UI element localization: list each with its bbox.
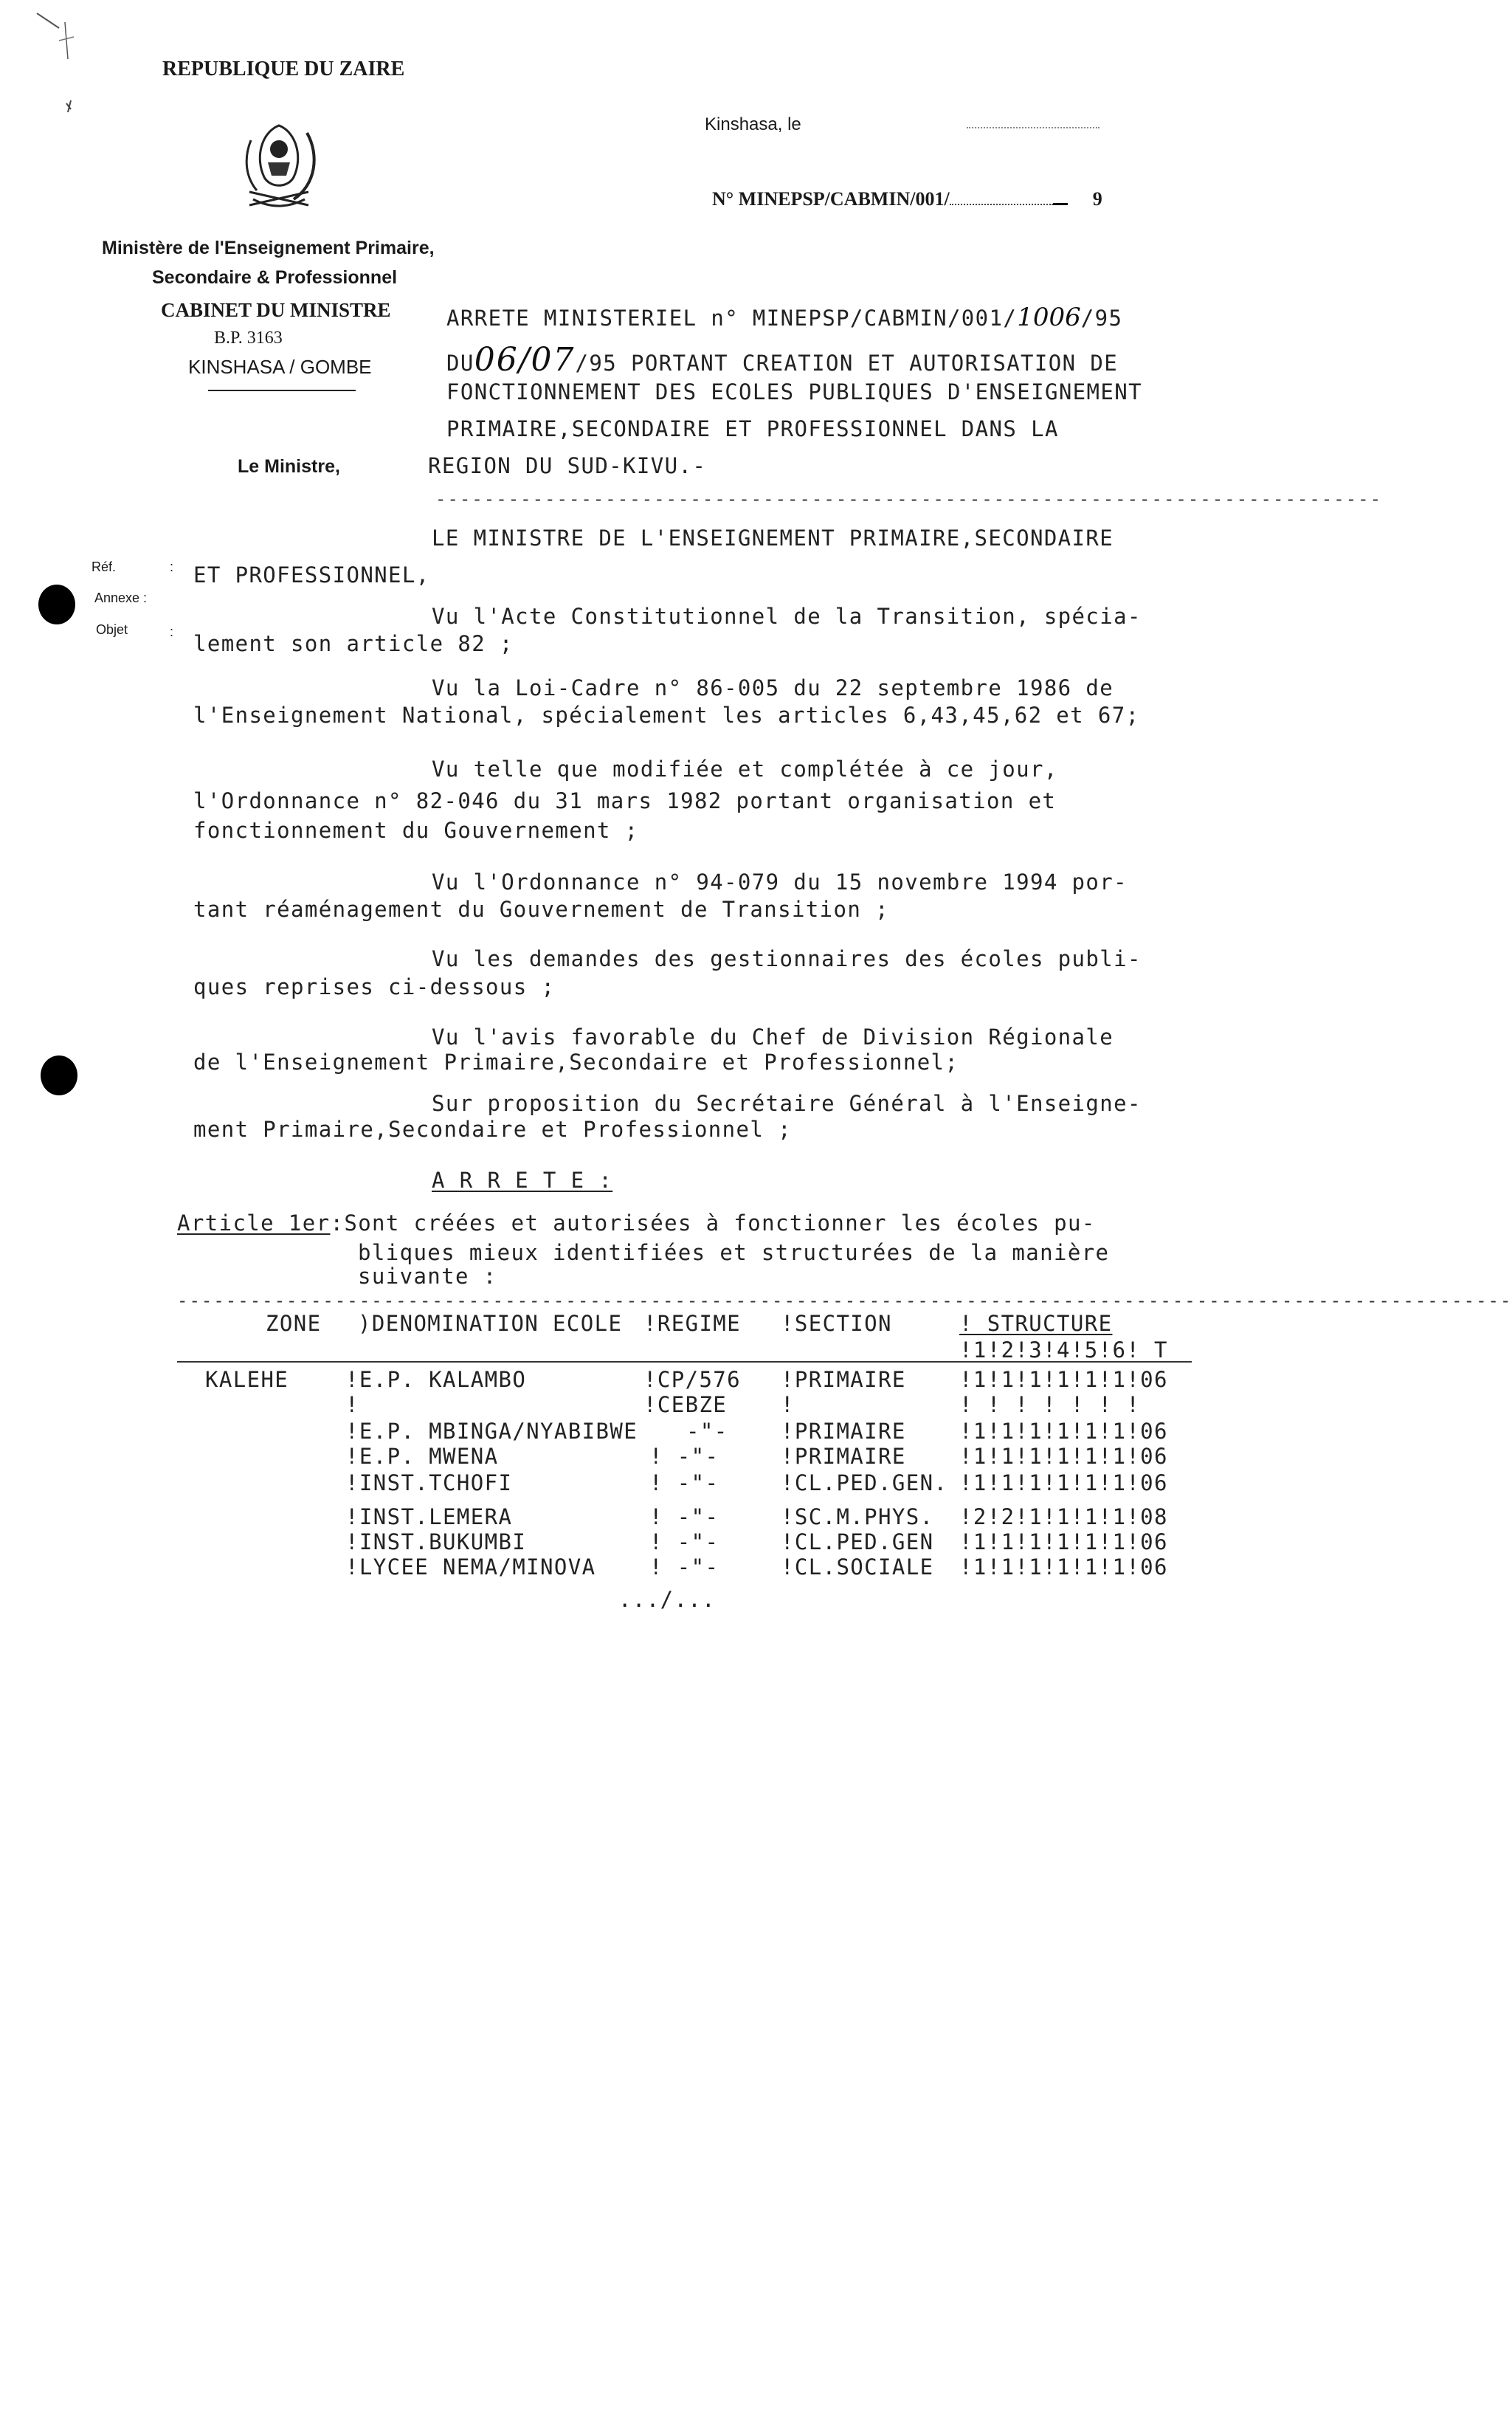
table-cell-section: !PRIMAIRE	[781, 1444, 906, 1469]
table-header	[0, 1311, 1214, 1363]
table-cell-regime: ! -"-	[649, 1444, 719, 1469]
ministry-city: KINSHASA / GOMBE	[188, 356, 372, 378]
reference-prefix: N° MINEPSP/CABMIN/001/	[712, 188, 950, 210]
table-top-rule: --------------------------------------------------------------------------------------------------------------	[177, 1290, 1512, 1311]
table-cell-regime: !CP/576	[643, 1367, 742, 1392]
table-cell-section: !SC.M.PHYS.	[781, 1504, 934, 1529]
intro-line1: LE MINISTRE DE L'ENSEIGNEMENT PRIMAIRE,SECONDAIRE	[432, 526, 1114, 551]
header-denomination: )DENOMINATION ECOLE	[358, 1311, 623, 1336]
table-cell-regime: ! -"-	[649, 1470, 719, 1495]
proposition-line2: ment Primaire,Secondaire et Professionnel ;	[193, 1117, 792, 1142]
postal-box: B.P. 3163	[214, 328, 283, 348]
table-cell-zone: KALEHE	[205, 1367, 289, 1392]
decree-title-line3: FONCTIONNEMENT DES ECOLES PUBLIQUES D'ENSEIGNEMENT	[446, 379, 1142, 404]
table-cell-regime: ! -"-	[649, 1504, 719, 1529]
city-date-label: Kinshasa, le	[705, 114, 801, 134]
table-cell-regime: ! -"-	[649, 1529, 719, 1554]
table-cell-structure: !1!1!1!1!1!1!06	[959, 1367, 1168, 1392]
vu-1-line1: Vu l'Acte Constitutionnel de la Transition, spécia-	[432, 604, 1142, 629]
header-regime: !REGIME	[643, 1311, 742, 1336]
punch-hole-top	[38, 585, 75, 624]
minister-label: Le Ministre,	[238, 456, 340, 477]
table-cell-school: !INST.LEMERA	[345, 1504, 513, 1529]
annexe-label: Annexe :	[94, 590, 148, 605]
ref-label: Réf.	[92, 559, 117, 574]
decree-title-line1: ARRETE MINISTERIEL n° MINEPSP/CABMIN/001/1006/95	[446, 303, 1123, 332]
article-1-line3: suivante :	[358, 1264, 497, 1289]
vu-3-line3: fonctionnement du Gouvernement ;	[193, 818, 639, 843]
decree-title-line2: DU06/07/95 PORTANT CREATION ET AUTORISATION DE	[446, 341, 1119, 379]
vu-4-line1: Vu l'Ordonnance n° 94-079 du 15 novembre 1994 por-	[432, 869, 1128, 895]
table-cell-section: !	[781, 1392, 795, 1417]
vu-6-line2: de l'Enseignement Primaire,Secondaire et Professionnel;	[193, 1050, 959, 1075]
ref-colon: :	[170, 559, 174, 574]
table-cell-structure: !1!1!1!1!1!1!06	[959, 1444, 1168, 1469]
header-zone: ZONE	[266, 1311, 322, 1336]
table-cell-section: !PRIMAIRE	[781, 1419, 906, 1444]
objet-label: Objet	[96, 622, 128, 637]
table-cell-structure: !1!1!1!1!1!1!06	[959, 1419, 1168, 1444]
cabinet-title: CABINET DU MINISTRE	[161, 299, 391, 321]
vu-4-line2: tant réaménagement du Gouvernement de Transition ;	[193, 897, 889, 922]
table-cell-section: !PRIMAIRE	[781, 1367, 906, 1392]
proposition-line1: Sur proposition du Secrétaire Général à l'Enseigne-	[432, 1091, 1142, 1116]
article-1-label: Article 1er	[177, 1210, 331, 1236]
scan-marks	[30, 7, 148, 118]
decree-title-line5: REGION DU SUD-KIVU.-	[428, 453, 707, 478]
table-cell-structure: ! ! ! ! ! ! !	[959, 1392, 1141, 1417]
table-cell-structure: !2!2!1!1!1!1!08	[959, 1504, 1168, 1529]
table-cell-structure: !1!1!1!1!1!1!06	[959, 1554, 1168, 1580]
table-cell-school: !LYCEE NEMA/MINOVA	[345, 1554, 596, 1580]
vu-3-line1: Vu telle que modifiée et complétée à ce jour,	[432, 757, 1058, 782]
vu-5-line2: ques reprises ci-dessous ;	[193, 974, 556, 999]
date-dotted-line	[967, 127, 1100, 128]
handwritten-decree-date: 06/07	[474, 341, 576, 379]
coat-of-arms-icon	[235, 118, 323, 214]
table-cell-section: !CL.PED.GEN	[781, 1529, 934, 1554]
punch-hole-bottom	[41, 1055, 77, 1095]
header-section: !SECTION	[781, 1311, 892, 1336]
intro-line2: ET PROFESSIONNEL,	[193, 562, 430, 588]
reference-suffix: 9	[1092, 188, 1102, 210]
ministry-divider	[208, 390, 356, 391]
vu-3-line2: l'Ordonnance n° 82-046 du 31 mars 1982 portant organisation et	[193, 788, 1057, 813]
article-1-line2: bliques mieux identifiées et structurées de la manière	[358, 1240, 1110, 1265]
vu-2-line2: l'Enseignement National, spécialement les articles 6,43,45,62 et 67;	[193, 703, 1140, 728]
republic-title: REPUBLIQUE DU ZAIRE	[162, 58, 405, 80]
table-cell-school: !E.P. KALAMBO	[345, 1367, 527, 1392]
vu-2-line1: Vu la Loi-Cadre n° 86-005 du 22 septembre 1986 de	[432, 675, 1114, 700]
header-structure-columns: !1!2!3!4!5!6! T	[959, 1337, 1168, 1363]
ministry-line1: Ministère de l'Enseignement Primaire,	[102, 238, 435, 258]
table-cell-section: !CL.SOCIALE	[781, 1554, 934, 1580]
arrete-heading: A R R E T E :	[432, 1168, 613, 1193]
table-cell-school: !INST.TCHOFI	[345, 1470, 513, 1495]
table-cell-structure: !1!1!1!1!1!1!06	[959, 1470, 1168, 1495]
table-cell-school: !E.P. MWENA	[345, 1444, 499, 1469]
vu-5-line1: Vu les demandes des gestionnaires des écoles publi-	[432, 946, 1142, 971]
table-cell-section: !CL.PED.GEN.	[781, 1470, 948, 1495]
continuation-marker: .../...	[618, 1587, 717, 1612]
handwritten-decree-number: 1006	[1017, 303, 1081, 332]
table-cell-regime: -"-	[686, 1419, 728, 1444]
vu-6-line1: Vu l'avis favorable du Chef de Division Régionale	[432, 1024, 1114, 1050]
table-cell-school: !E.P. MBINGA/NYABIBWE	[345, 1419, 638, 1444]
decree-title-line4: PRIMAIRE,SECONDAIRE ET PROFESSIONNEL DANS LA	[446, 416, 1059, 441]
ministry-line2: Secondaire & Professionnel	[152, 267, 398, 288]
table-header-rule	[177, 1361, 1192, 1363]
table-cell-school: !	[345, 1392, 359, 1417]
objet-colon: :	[170, 624, 174, 639]
table-cell-structure: !1!1!1!1!1!1!06	[959, 1529, 1168, 1554]
title-dashed-rule: ------------------------------------------------------------------------------	[435, 489, 1383, 509]
article-1-line1: Article 1er:Sont créées et autorisées à fonctionner les écoles pu-	[177, 1210, 1096, 1236]
table-cell-school: !INST.BUKUMBI	[345, 1529, 527, 1554]
table-cell-regime: ! -"-	[649, 1554, 719, 1580]
table-body	[0, 1367, 1214, 1581]
header-structure: ! STRUCTURE	[959, 1311, 1113, 1336]
vu-1-line2: lement son article 82 ;	[193, 631, 514, 656]
reference-number	[712, 188, 1102, 210]
table-cell-regime: !CEBZE	[643, 1392, 728, 1417]
